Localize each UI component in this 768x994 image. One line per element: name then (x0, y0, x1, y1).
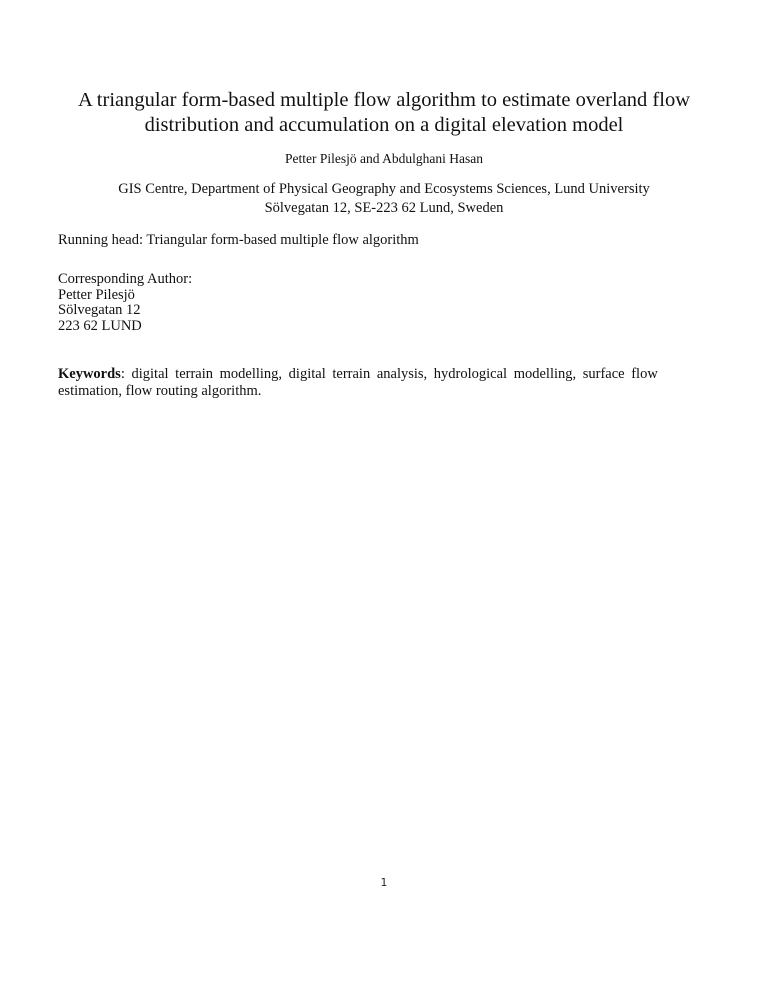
corresponding-author-label: Corresponding Author: (58, 271, 193, 287)
affiliation-line-1: GIS Centre, Department of Physical Geography and Ecosystems Sciences, Lund University (118, 181, 650, 197)
keywords-separator: : (120, 366, 125, 382)
title-line-1: A triangular form-based multiple flow algorithm to estimate overland flow (78, 89, 690, 111)
keywords-paragraph (58, 366, 710, 400)
affiliation-line-2: Sölvegatan 12, SE-223 62 Lund, Sweden (264, 200, 504, 216)
corresponding-author-city: 223 62 LUND (58, 317, 142, 334)
title-line-2: distribution and accumulation on a digital elevation model (144, 114, 624, 136)
corresponding-author-street: Sölvegatan 12 (58, 302, 141, 318)
corresponding-author-block (58, 272, 192, 334)
corresponding-author-name: Petter Pilesjö (58, 286, 135, 303)
keywords-label: Keywords (58, 366, 121, 382)
running-head: Running head: Triangular form-based multiple flow algorithm (58, 232, 419, 248)
keywords-text-line-2: estimation, flow routing algorithm. (58, 383, 262, 399)
paper-title (40, 88, 728, 138)
keywords-text-line-1: digital terrain modelling, digital terrain analysis, hydrological modelling, surface flow (124, 366, 658, 382)
affiliation (0, 180, 768, 218)
page-number: 1 (380, 877, 388, 889)
author-list: Petter Pilesjö and Abdulghani Hasan (285, 151, 483, 166)
